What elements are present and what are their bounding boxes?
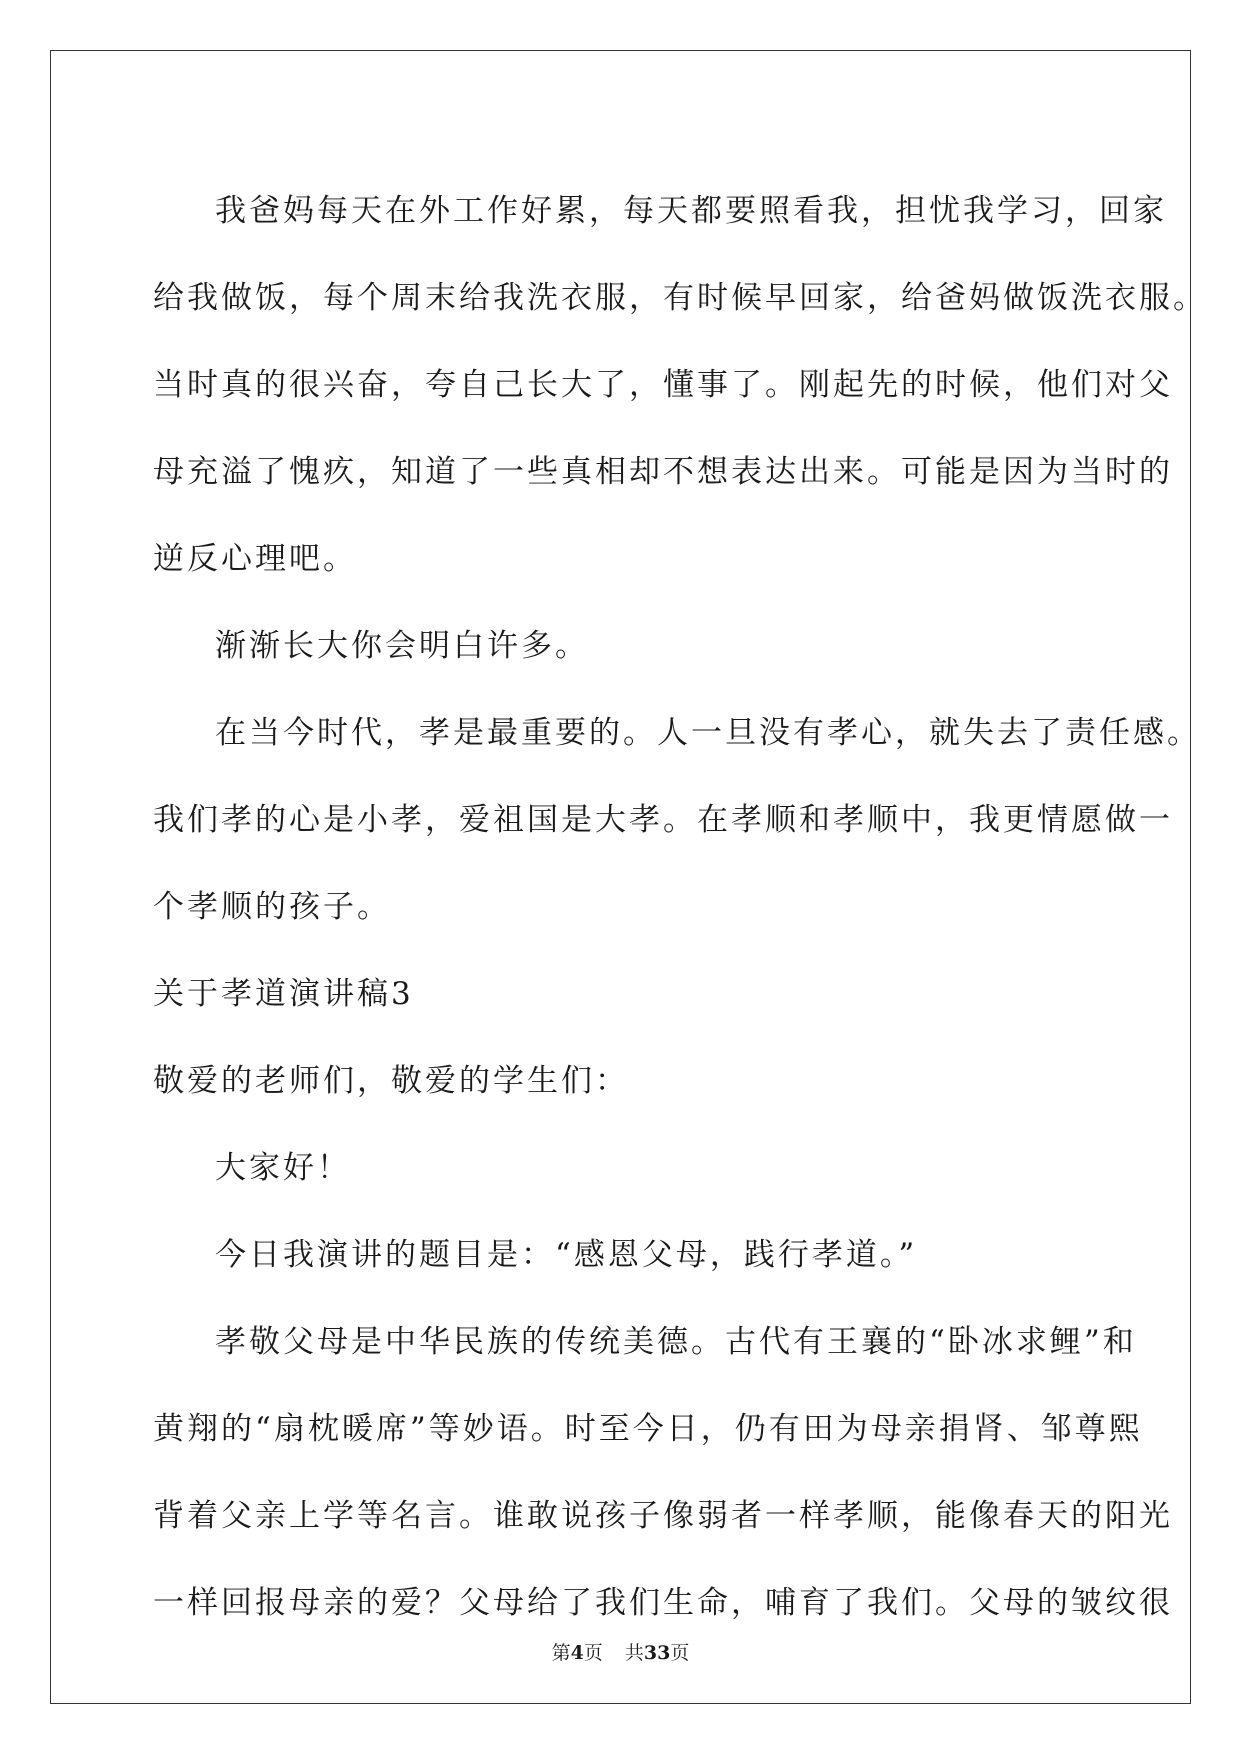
section-heading: 关于孝道演讲稿3 [153, 976, 414, 1012]
body-line: 背着父亲上学等名言。谁敢说孩子像弱者一样孝顺，能像春天的阳光 [153, 1498, 1173, 1534]
footer-total-prefix: 共 [624, 1642, 644, 1664]
body-line: 在当今时代，孝是最重要的。人一旦没有孝心，就失去了责任感。 [215, 715, 1201, 751]
body-line: 逆反心理吧。 [153, 541, 357, 577]
body-line: 黄翔的“扇枕暖席”等妙语。时至今日，仍有田为母亲捐肾、邹尊熙 [153, 1411, 1143, 1447]
salutation: 敬爱的老师们，敬爱的学生们： [153, 1063, 629, 1099]
body-line: 渐渐长大你会明白许多。 [215, 628, 589, 664]
page-footer [0, 1638, 1241, 1665]
footer-prefix: 第 [551, 1642, 571, 1664]
body-line: 母充溢了愧疚，知道了一些真相却不想表达出来。可能是因为当时的 [153, 454, 1173, 490]
body-line: 我们孝的心是小孝，爱祖国是大孝。在孝顺和孝顺中，我更情愿做一 [153, 802, 1173, 838]
body-line: 个孝顺的孩子。 [153, 889, 391, 925]
body-line: 一样回报母亲的爱？父母给了我们生命，哺育了我们。父母的皱纹很 [153, 1585, 1173, 1621]
current-page-number: 4 [570, 1642, 584, 1664]
body-line: 今日我演讲的题目是：“感恩父母，践行孝道。” [215, 1237, 918, 1273]
body-line: 我爸妈每天在外工作好累，每天都要照看我，担忧我学习，回家 [215, 193, 1167, 229]
body-line: 给我做饭，每个周末给我洗衣服，有时候早回家，给爸妈做饭洗衣服。 [153, 280, 1207, 316]
greeting: 大家好！ [215, 1150, 351, 1186]
body-line: 孝敬父母是中华民族的传统美德。古代有王襄的“卧冰求鲤”和 [215, 1324, 1137, 1360]
footer-page-suffix: 页 [583, 1642, 603, 1664]
document-body [153, 168, 1207, 1647]
body-line: 当时真的很兴奋，夸自己长大了，懂事了。刚起先的时候，他们对父 [153, 367, 1173, 403]
footer-total-suffix: 页 [670, 1642, 690, 1664]
total-pages-number: 33 [643, 1642, 671, 1664]
